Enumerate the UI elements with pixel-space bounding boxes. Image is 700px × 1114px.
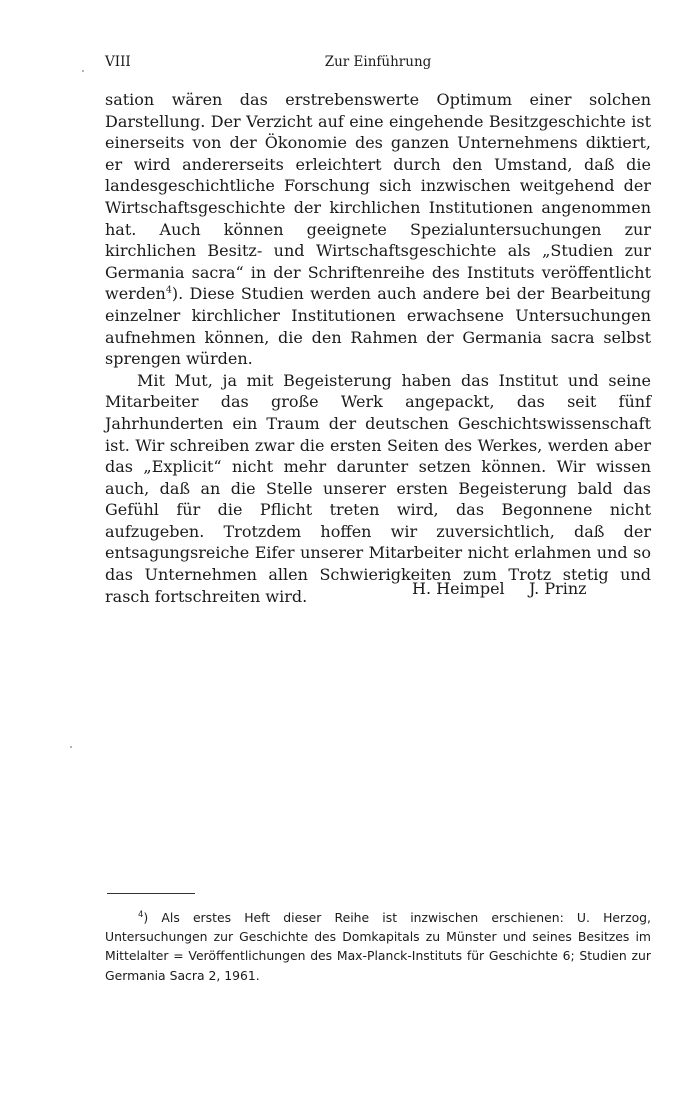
paragraph-1-part-2: ). Diese Studien werden auch andere bei der Bearbeitung einzelner kirchlicher Institutionen erwachsene Untersuchungen aufnehmen können, die den Rahmen der Germania sacra selbst sprengen würden.: [105, 284, 651, 369]
paragraph-2: Mit Mut, ja mit Begeisterung haben das Institut und seine Mitarbeiter das große Werk angepackt, das seit fünf Jahrhunderten ein Traum der deutschen Geschichtswissenschaft ist. Wir schreiben zwar die ersten Seiten des Werkes, werden aber das „Explicit“ nicht mehr darunter setzen können. Wir wissen auch, daß an die Stelle unserer ersten Begeisterung bald das Gefühl für die Pflicht treten wird, das Begonnene nicht aufzugeben. Trotzdem hoffen wir zuversichtlich, daß der entsagungsreiche Eifer unserer Mitarbeiter nicht erlahmen und so das Unternehmen allen Schwierigkeiten zum Trotz stetig und rasch fortschreiten wird.: [105, 370, 651, 606]
body-text: [105, 89, 651, 607]
running-head: [105, 52, 651, 72]
signatures: [105, 578, 651, 600]
running-title: Zur Einführung: [324, 54, 432, 70]
paragraph-1-part-1: sation wären das erstrebenswerte Optimum einer solchen Darstellung. Der Verzicht auf eine eingehende Besitzgeschichte ist einerseits von der Ökonomie des ganzen Unternehmens diktiert, er wird andererseits erleichtert durch den Umstand, daß die landesgeschichtliche Forschung sich inzwischen weitgehend der Wirtschaftsgeschichte der kirchlichen Institutionen angenommen hat. Auch können geeignete Spezialuntersuchungen zur kirchlichen Besitz- und Wirtschaftsgeschichte als „Studien zur Germania sacra“ in der Schriftenreihe des Instituts veröffentlicht werden: [105, 90, 651, 304]
signature-heimpel: H. Heimpel: [412, 579, 505, 598]
footnote: [105, 908, 651, 985]
footnote-marker: 4: [138, 909, 144, 920]
footnote-divider: [107, 893, 195, 894]
paragraph-1: [105, 89, 651, 370]
scan-speck: [82, 70, 84, 72]
page-number: VIII: [105, 54, 131, 70]
footnote-text: ) Als erstes Heft dieser Reihe ist inzwischen erschienen: U. Herzog, Untersuchungen zur Geschichte des Domkapitals zu Münster und seines Besitzes im Mittelalter = Veröffentlichungen des Max-Planck-Instituts für Geschichte 6; Studien zur Germania Sacra 2, 1961.: [105, 910, 651, 983]
footnote-reference[interactable]: 4: [165, 285, 172, 297]
scan-speck: [70, 746, 72, 748]
signature-prinz: J. Prinz: [529, 579, 587, 598]
